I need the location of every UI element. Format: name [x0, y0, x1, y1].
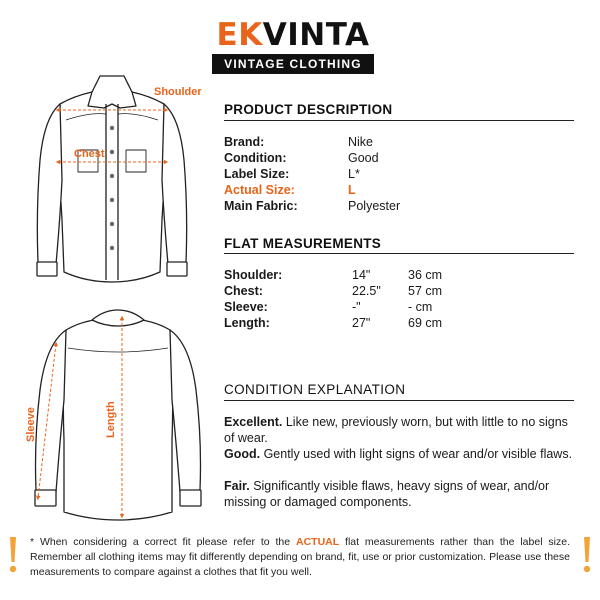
- brand-logo: [212, 18, 374, 74]
- condition-excellent: [224, 414, 580, 446]
- front-shirt-drawing: [37, 76, 187, 282]
- flat-measurements-divider: [224, 253, 574, 254]
- condition-label: Condition:: [224, 151, 287, 165]
- actual-size-label: Actual Size:: [224, 183, 295, 197]
- sleeve-cm: - cm: [408, 300, 433, 314]
- condition-good: [224, 446, 580, 462]
- length-measure-label: Length:: [224, 316, 270, 330]
- condition-explanation-divider: [224, 400, 574, 401]
- chest-cm: 57 cm: [408, 284, 443, 298]
- footnote-highlight: ACTUAL: [295, 536, 340, 548]
- condition-desc-good: Gently used with light signs of wear and/or visible flaws.: [260, 447, 573, 461]
- sleeve-label: Sleeve: [25, 407, 37, 442]
- condition-fair: [224, 478, 580, 510]
- condition-value: Good: [348, 151, 379, 165]
- length-cm: 69 cm: [408, 316, 443, 330]
- brand-name-part2: VINTA: [262, 17, 370, 53]
- fit-footnote: [30, 535, 570, 580]
- condition-desc-excellent: Like new, previously worn, but with little to no signs of wear.: [224, 415, 568, 445]
- brand-value: Nike: [348, 135, 374, 149]
- main-fabric-value: Polyester: [348, 199, 401, 213]
- brand-tagline: VINTAGE CLOTHING: [212, 54, 374, 74]
- condition-term-fair: Fair.: [224, 479, 250, 493]
- chest-measure-label: Chest:: [224, 284, 263, 298]
- shoulder-cm: 36 cm: [408, 268, 443, 282]
- back-shirt-drawing: [35, 310, 201, 520]
- product-description-divider: [224, 120, 574, 121]
- condition-term-good: Good.: [224, 447, 261, 461]
- label-size-value: L*: [348, 167, 360, 181]
- footnote-text-after: flat measurements rather than the label size. Remember all clothing items may fit differently depending on brand, fit, use or prior customization. Please use these measurements to compare against a clothes that fit you well.: [30, 536, 570, 578]
- brand-name-part1: EK: [216, 17, 263, 53]
- brand-label: Brand:: [224, 135, 265, 149]
- condition-explanation-title: CONDITION EXPLANATION: [224, 382, 406, 397]
- shoulder-inches: 14": [352, 268, 371, 282]
- product-description-title: PRODUCT DESCRIPTION: [224, 102, 393, 117]
- warning-exclamation-left-icon: [8, 536, 18, 576]
- warning-exclamation-right-icon: [582, 536, 592, 576]
- length-label: Length: [105, 401, 117, 438]
- flat-measurements-title: FLAT MEASUREMENTS: [224, 236, 382, 251]
- condition-desc-fair: Significantly visible flaws, heavy signs of wear, and/or missing or damaged components.: [224, 479, 550, 509]
- brand-wordmark: [212, 18, 374, 52]
- sleeve-inches: -": [352, 300, 361, 314]
- shoulder-label: Shoulder: [154, 86, 202, 98]
- condition-term-excellent: Excellent.: [224, 415, 283, 429]
- footnote-text-before: * When considering a correct fit please refer to the: [30, 536, 296, 548]
- actual-size-value: L: [348, 183, 356, 197]
- shoulder-measure-label: Shoulder:: [224, 268, 283, 282]
- label-size-label: Label Size:: [224, 167, 290, 181]
- sleeve-measure-label: Sleeve:: [224, 300, 268, 314]
- main-fabric-label: Main Fabric:: [224, 199, 298, 213]
- shirt-illustration: [0, 0, 215, 530]
- length-inches: 27": [352, 316, 371, 330]
- chest-label: Chest: [74, 148, 105, 160]
- chest-inches: 22.5": [352, 284, 381, 298]
